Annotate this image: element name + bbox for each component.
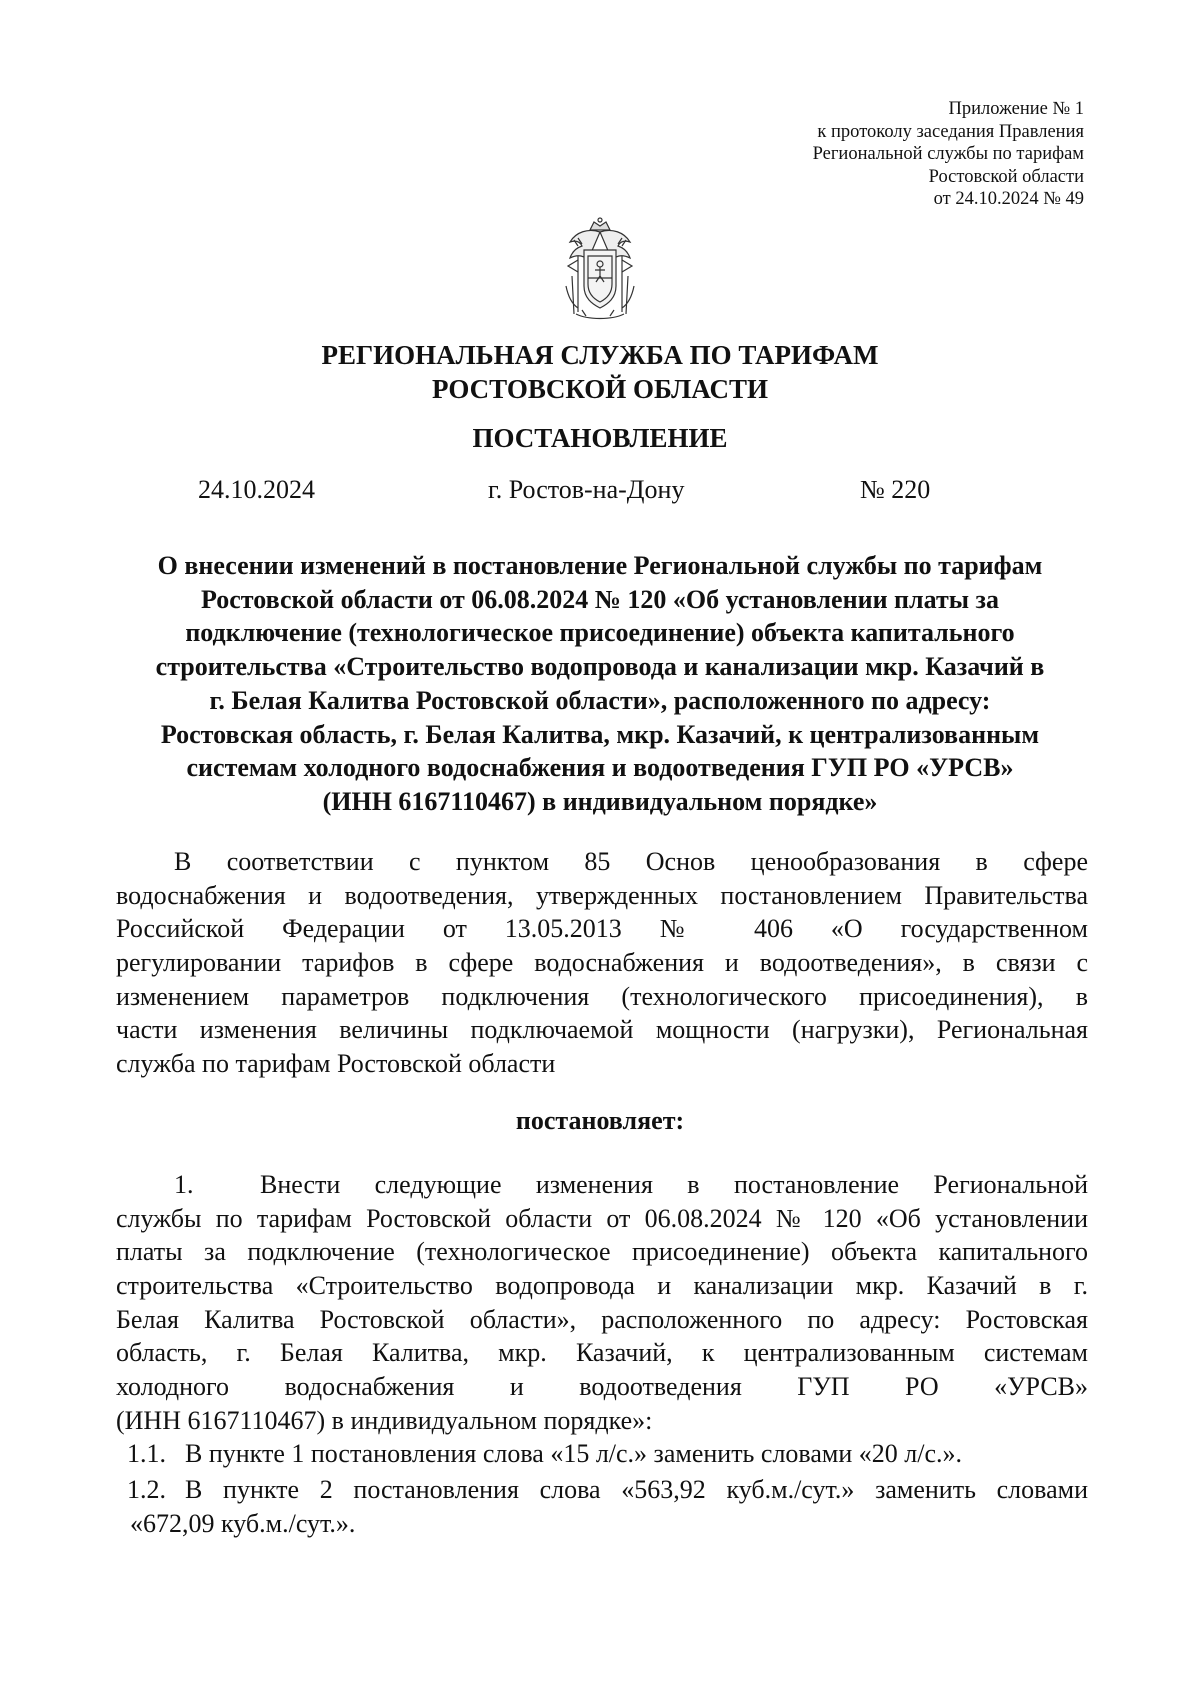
preamble-line: служба по тарифам Ростовской области bbox=[116, 1049, 556, 1079]
preamble-line: водоснабжения и водоотведения, утвержденных постановлением Правительства bbox=[116, 880, 1088, 910]
preamble-paragraph bbox=[116, 845, 1088, 1081]
organization-name bbox=[0, 338, 1200, 406]
document-title bbox=[110, 549, 1090, 819]
item-line: платы за подключение (технологическое присоединение) объекта капитального bbox=[116, 1237, 1088, 1267]
resolves-heading: постановляет: bbox=[515, 1106, 685, 1135]
annex-note bbox=[813, 98, 1084, 211]
annex-line: Ростовской области bbox=[928, 166, 1084, 187]
annex-line: Приложение № 1 bbox=[948, 99, 1084, 119]
subitem-text: В пункте 2 постановления слова «563,92 куб.м./сут.» заменить словами bbox=[185, 1475, 1088, 1504]
subitem-1-1 bbox=[127, 1437, 1088, 1471]
annex-line: к протоколу заседания Правления bbox=[817, 121, 1084, 142]
item-text: Внести следующие изменения в постановление Региональной bbox=[260, 1170, 1088, 1199]
coat-of-arms-icon bbox=[552, 216, 648, 324]
preamble-line: изменением параметров подключения (технологического присоединения), в bbox=[116, 981, 1088, 1011]
title-line: О внесении изменений в постановление Региональной службы по тарифам bbox=[157, 551, 1043, 580]
annex-line: от 24.10.2024 № 49 bbox=[933, 189, 1084, 209]
title-line: подключение (технологическое присоединение) объекта капитального bbox=[185, 618, 1015, 648]
document-type: ПОСТАНОВЛЕНИЕ bbox=[472, 423, 728, 453]
item-line: Белая Калитва Ростовской области», расположенного по адресу: Ростовская bbox=[116, 1304, 1088, 1334]
title-line: Ростовская область, г. Белая Калитва, мкр. Казачий, к централизованным bbox=[160, 719, 1040, 749]
title-line: г. Белая Калитва Ростовской области», расположенного по адресу: bbox=[209, 685, 991, 715]
subitem-number: 1.2. bbox=[127, 1475, 166, 1504]
preamble-line: Российской Федерации от 13.05.2013 № 406 «О государственном bbox=[116, 914, 1088, 944]
subitem-1-2-continuation: «672,09 куб.м./сут.». bbox=[130, 1509, 356, 1538]
item-line: службы по тарифам Ростовской области от 06.08.2024 № 120 «Об установлении bbox=[116, 1203, 1088, 1233]
item-line: (ИНН 6167110467) в индивидуальном порядке»: bbox=[116, 1405, 653, 1435]
subitem-text: В пункте 1 постановления слова «15 л/с.» заменить словами «20 л/с.». bbox=[185, 1439, 963, 1468]
preamble-line: В соответствии с пунктом 85 Основ ценообразования в сфере bbox=[174, 847, 1088, 876]
subitem-1-2 bbox=[127, 1473, 1088, 1507]
item-number: 1. bbox=[174, 1170, 194, 1199]
document-number: № 220 bbox=[860, 475, 931, 504]
item-line: строительства «Строительство водопровода и канализации мкр. Казачий в г. bbox=[116, 1271, 1088, 1301]
item-1-paragraph bbox=[116, 1168, 1088, 1438]
preamble-line: части изменения величины подключаемой мощности (нагрузки), Региональная bbox=[116, 1015, 1088, 1045]
title-line: Ростовской области от 06.08.2024 № 120 «Об установлении платы за bbox=[201, 584, 999, 614]
organization-line: РЕГИОНАЛЬНАЯ СЛУЖБА ПО ТАРИФАМ bbox=[321, 340, 879, 370]
item-line bbox=[116, 1168, 1088, 1202]
document-city: г. Ростов-на-Дону bbox=[488, 475, 685, 504]
organization-line: РОСТОВСКОЙ ОБЛАСТИ bbox=[432, 374, 768, 404]
subitem-number: 1.1. bbox=[127, 1439, 166, 1468]
item-line: область, г. Белая Калитва, мкр. Казачий, к централизованным системам bbox=[116, 1338, 1088, 1368]
title-line: строительства «Строительство водопровода и канализации мкр. Казачий в bbox=[155, 652, 1045, 682]
title-line: системам холодного водоснабжения и водоотведения ГУП РО «УРСВ» bbox=[186, 753, 1014, 783]
title-line: (ИНН 6167110467) в индивидуальном порядке» bbox=[322, 786, 878, 816]
item-line: холодного водоснабжения и водоотведения ГУП РО «УРСВ» bbox=[116, 1372, 1088, 1402]
document-date: 24.10.2024 bbox=[198, 475, 315, 504]
annex-line: Региональной службы по тарифам bbox=[812, 144, 1084, 164]
preamble-line: регулировании тарифов в сфере водоснабжения и водоотведения», в связи с bbox=[116, 948, 1088, 978]
